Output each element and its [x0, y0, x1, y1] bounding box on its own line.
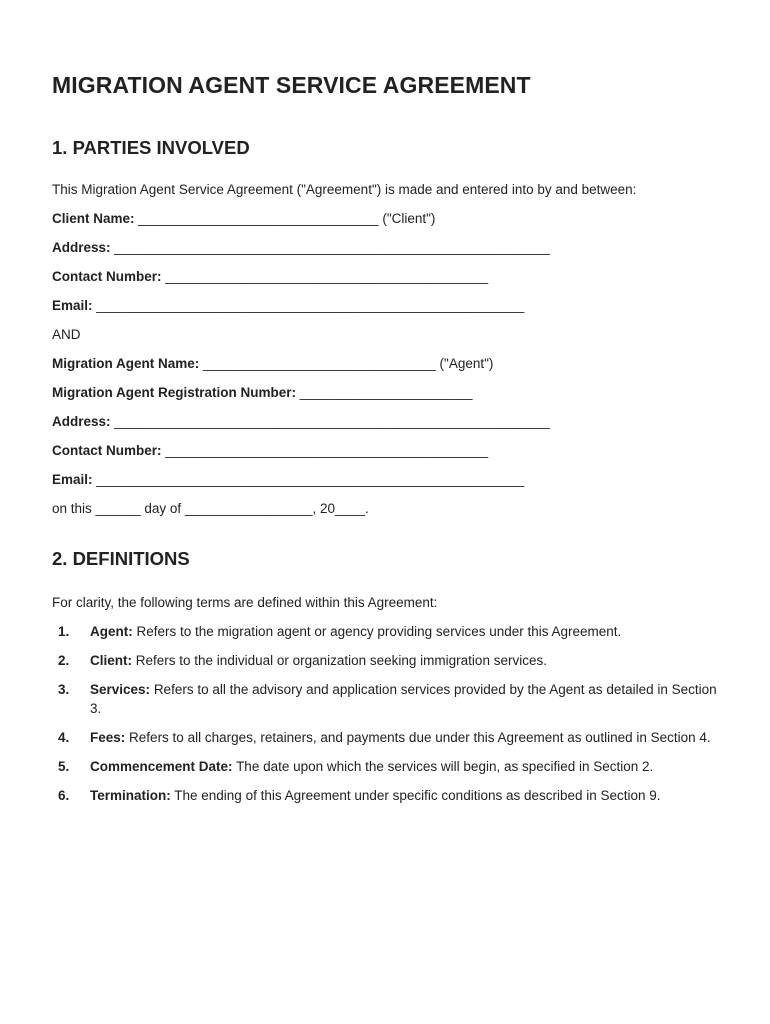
section-2-heading: 2. DEFINITIONS	[52, 548, 190, 569]
field-label: Address:	[52, 414, 111, 429]
definition-description: The date upon which the services will begin, as specified in Section 2.	[236, 759, 654, 774]
definition-description: Refers to all the advisory and application services provided by the Agent as detailed in Section 3.	[90, 682, 717, 716]
field-blank[interactable]: _________________________________________________________	[96, 298, 525, 313]
definition-term: Fees:	[90, 730, 126, 745]
definition-description: Refers to the individual or organization seeking immigration services.	[135, 653, 547, 668]
definition-item	[52, 728, 718, 747]
definition-text	[90, 728, 718, 747]
client-email-field[interactable]	[52, 296, 718, 315]
definition-number: 2.	[58, 653, 70, 668]
field-blank[interactable]: ________________________________	[138, 211, 379, 226]
definition-term: Termination:	[90, 788, 171, 803]
definition-item	[52, 680, 718, 718]
field-blank[interactable]: __________________________________________________________	[114, 240, 550, 255]
definition-item	[52, 651, 718, 670]
definition-number: 6.	[58, 788, 70, 803]
definition-text	[90, 757, 718, 776]
definition-term: Commencement Date:	[90, 759, 233, 774]
definition-number: 3.	[58, 682, 70, 697]
definition-text	[90, 680, 718, 718]
agent-email-field[interactable]	[52, 470, 718, 489]
field-blank[interactable]: _________________________________________________________	[96, 472, 525, 487]
definition-text	[90, 786, 718, 805]
section-1-intro: This Migration Agent Service Agreement ("Agreement") is made and entered into by and between:	[52, 182, 637, 197]
agent-address-field[interactable]	[52, 412, 718, 431]
definition-description: Refers to all charges, retainers, and payments due under this Agreement as outlined in Section 4.	[129, 730, 711, 745]
definition-text	[90, 622, 718, 641]
field-blank[interactable]: _______________________	[299, 385, 473, 400]
field-suffix: ("Client")	[382, 211, 436, 226]
definition-term: Services:	[90, 682, 151, 697]
field-suffix: ("Agent")	[439, 356, 494, 371]
client-address-field[interactable]	[52, 238, 718, 257]
field-label: Email:	[52, 472, 93, 487]
definition-number: 4.	[58, 730, 70, 745]
field-blank[interactable]: __________________________________________________________	[114, 414, 550, 429]
field-label: Email:	[52, 298, 93, 313]
definitions-list	[52, 622, 718, 805]
field-label: Contact Number:	[52, 443, 162, 458]
agreement-date-line[interactable]: on this ______ day of _________________, 20____.	[52, 501, 369, 516]
definition-description: The ending of this Agreement under specific conditions as described in Section 9.	[174, 788, 661, 803]
field-blank[interactable]: _______________________________	[203, 356, 436, 371]
field-blank[interactable]: ___________________________________________	[165, 443, 489, 458]
definition-term: Agent:	[90, 624, 133, 639]
field-label: Contact Number:	[52, 269, 162, 284]
and-separator: AND	[52, 327, 81, 342]
section-2-intro: For clarity, the following terms are defined within this Agreement:	[52, 595, 438, 610]
agent-contact-number-field[interactable]	[52, 441, 718, 460]
client-contact-number-field[interactable]	[52, 267, 718, 286]
definition-term: Client:	[90, 653, 132, 668]
field-label: Client Name:	[52, 211, 135, 226]
field-label: Migration Agent Registration Number:	[52, 385, 297, 400]
definition-number: 5.	[58, 759, 70, 774]
definition-text	[90, 651, 718, 670]
definition-description: Refers to the migration agent or agency providing services under this Agreement.	[136, 624, 622, 639]
agent-registration-number-field[interactable]	[52, 383, 718, 402]
field-label: Address:	[52, 240, 111, 255]
definition-item	[52, 786, 718, 805]
agent-name-field[interactable]	[52, 354, 718, 373]
definition-item	[52, 757, 718, 776]
document-title: MIGRATION AGENT SERVICE AGREEMENT	[52, 72, 531, 98]
client-name-field[interactable]	[52, 209, 718, 228]
definition-item	[52, 622, 718, 641]
section-1-heading: 1. PARTIES INVOLVED	[52, 137, 250, 158]
field-label: Migration Agent Name:	[52, 356, 200, 371]
field-blank[interactable]: ___________________________________________	[165, 269, 489, 284]
definition-number: 1.	[58, 624, 70, 639]
